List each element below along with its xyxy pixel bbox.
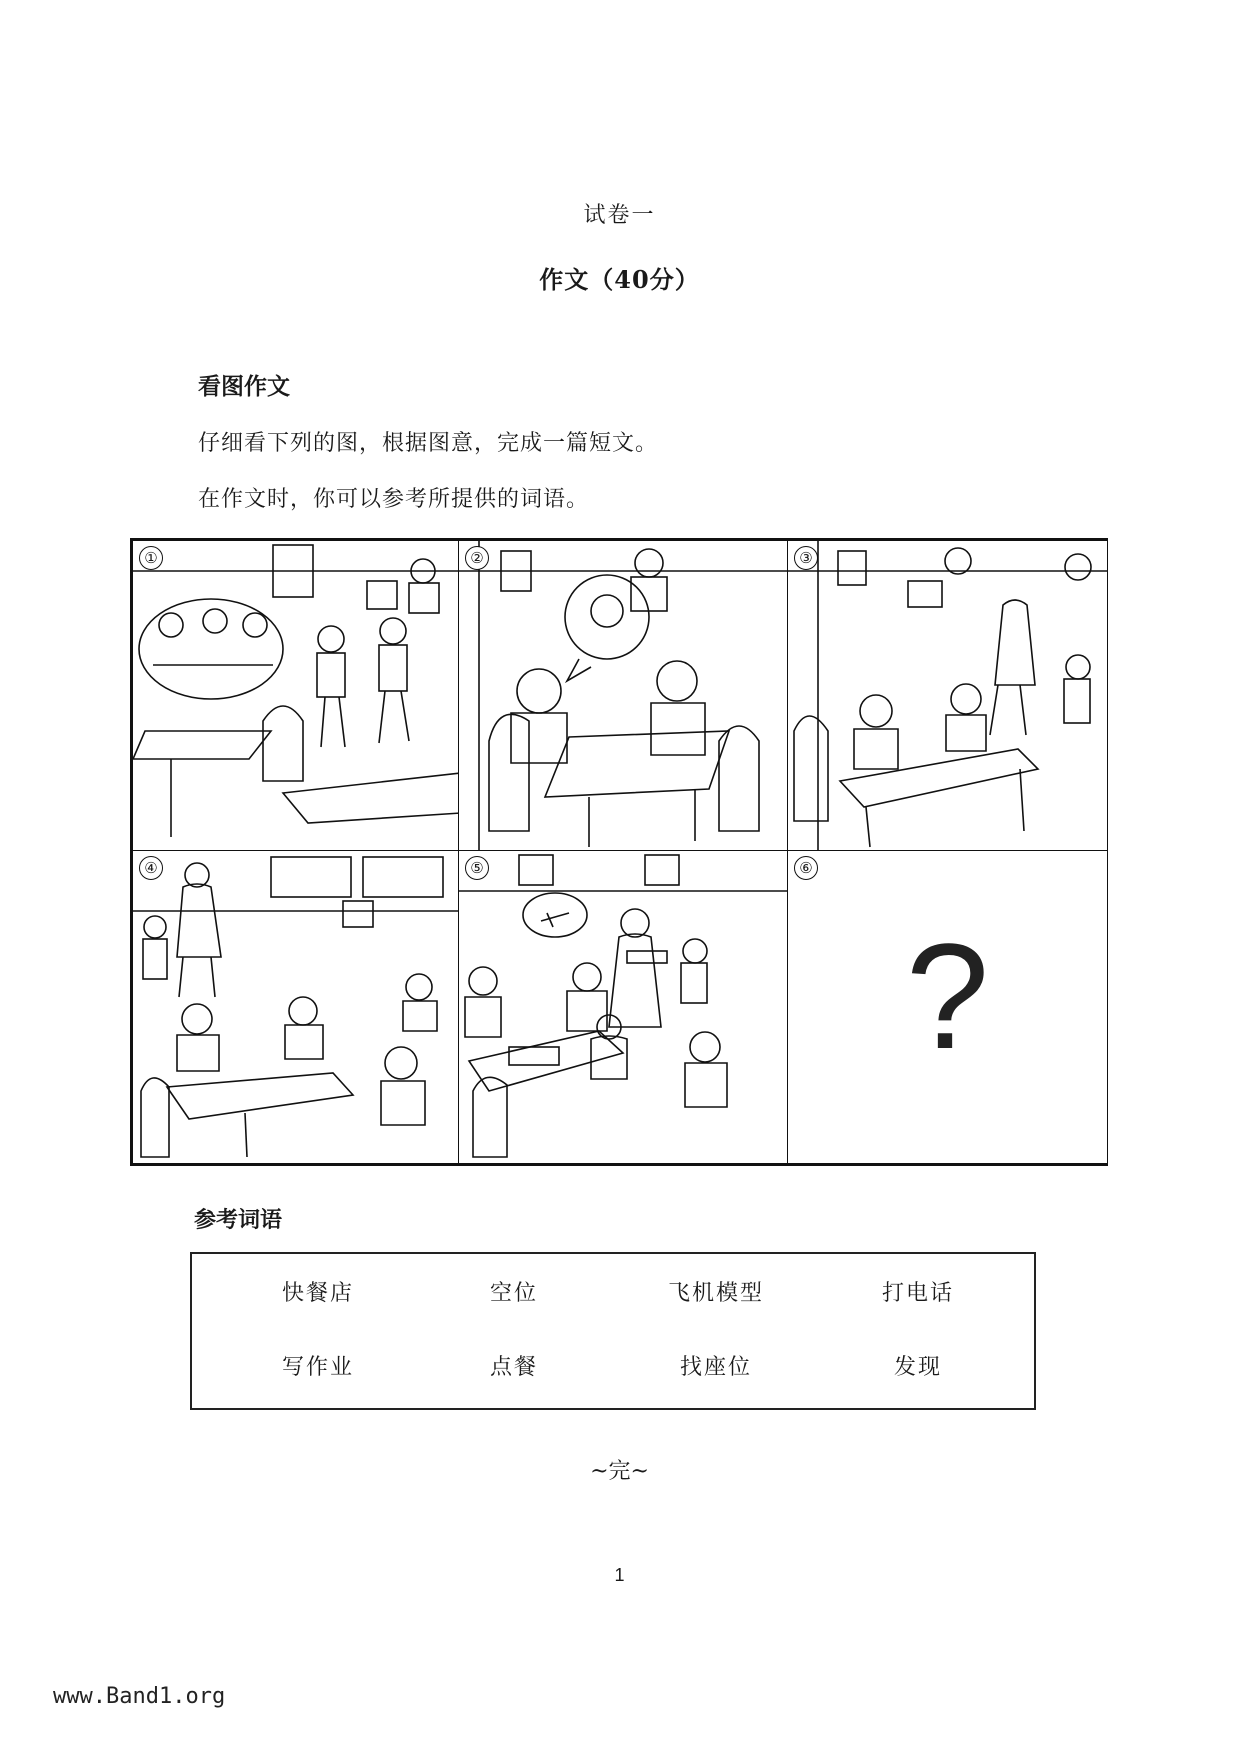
task-heading: 看图作文 xyxy=(198,373,290,400)
reference-word: 写作业 xyxy=(281,1355,354,1380)
comic-panel-6 xyxy=(787,850,1108,1164)
ordering-food-scene-icon xyxy=(133,851,460,1164)
panel-number: ③ xyxy=(794,546,818,570)
page-number: 1 xyxy=(614,1565,625,1585)
question-mark-icon: ? xyxy=(905,912,990,1080)
reference-words-box xyxy=(190,1252,1036,1410)
panel-number: ⑤ xyxy=(465,856,489,880)
reference-word: 点餐 xyxy=(489,1355,538,1380)
comic-panel-4 xyxy=(132,850,460,1164)
comic-panel-1 xyxy=(132,540,460,852)
reference-word: 找座位 xyxy=(679,1355,752,1380)
comic-panel-3 xyxy=(787,540,1108,852)
comic-panel-5 xyxy=(458,850,789,1164)
panel-number: ④ xyxy=(139,856,163,880)
finding-seat-scene-icon xyxy=(459,851,789,1164)
panel-number: ⑥ xyxy=(794,856,818,880)
fast-food-restaurant-scene-icon xyxy=(133,541,460,852)
paper-title: 试卷一 xyxy=(583,203,656,228)
phone-call-scene-icon xyxy=(459,541,789,852)
instruction-line-1: 仔细看下列的图，根据图意，完成一篇短文。 xyxy=(198,431,659,456)
reference-word: 快餐店 xyxy=(281,1281,354,1306)
reference-word: 打电话 xyxy=(881,1281,954,1306)
panel-number: ① xyxy=(139,546,163,570)
panel-number: ② xyxy=(465,546,489,570)
reference-word: 发现 xyxy=(893,1355,942,1380)
watermark: www.Band1.org xyxy=(53,1684,226,1709)
homework-at-table-scene-icon xyxy=(788,541,1108,852)
instruction-line-2: 在作文时，你可以参考所提供的词语。 xyxy=(198,487,590,512)
section-title: 作文（40分） xyxy=(539,265,700,294)
end-mark: ~完~ xyxy=(590,1459,649,1484)
comic-strip xyxy=(130,538,1108,1166)
comic-panel-2 xyxy=(458,540,789,852)
reference-word: 飞机模型 xyxy=(667,1281,764,1306)
reference-word: 空位 xyxy=(489,1281,538,1306)
reference-heading: 参考词语 xyxy=(194,1207,283,1233)
